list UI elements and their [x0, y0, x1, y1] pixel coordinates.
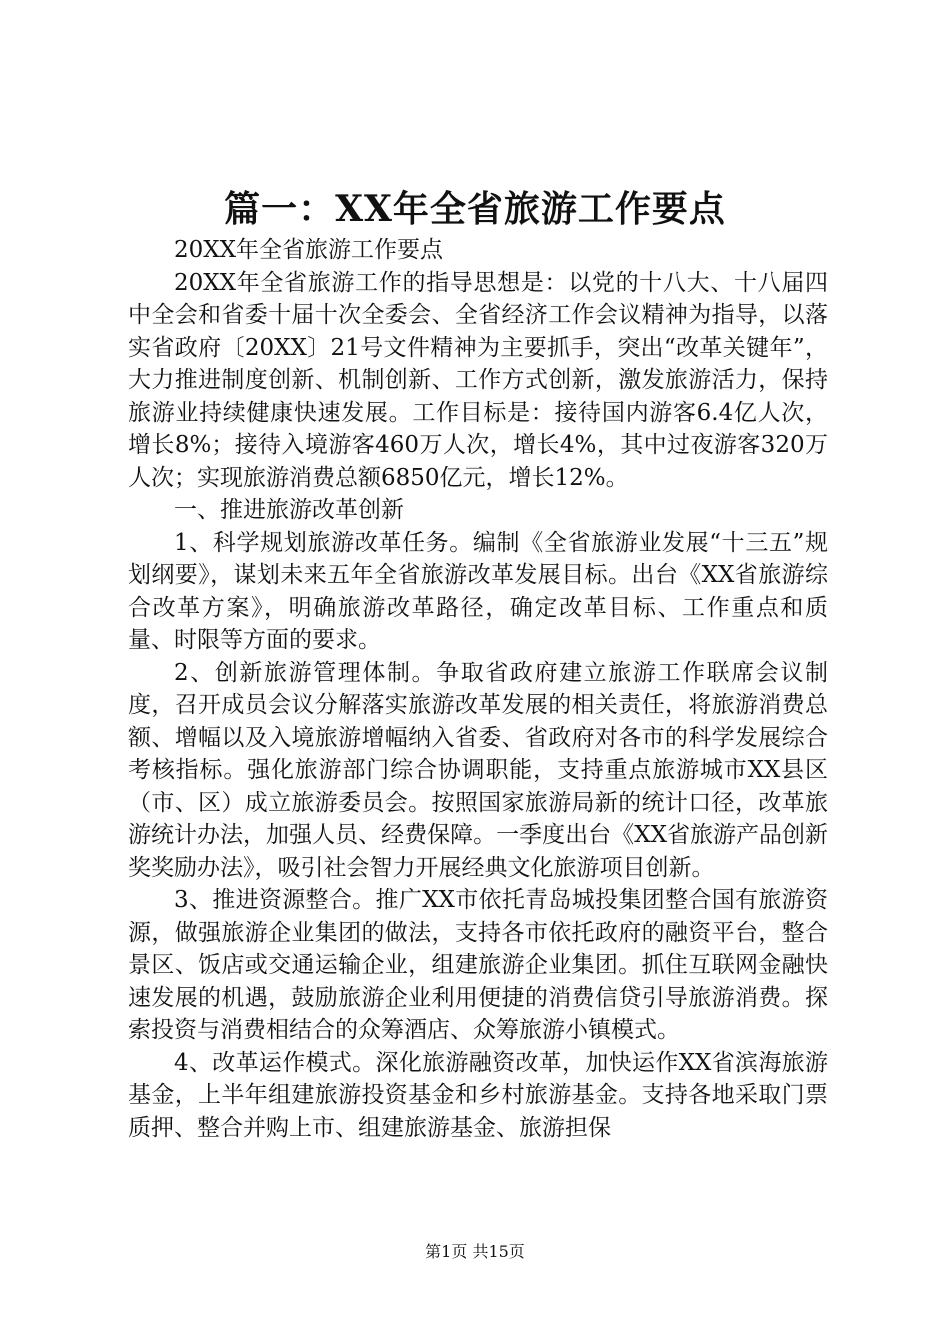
page-footer: 第1页 共15页	[425, 1242, 525, 1261]
paragraph-item-2: 2、创新旅游管理体制。争取省政府建立旅游工作联席会议制度，召开成员会议分解落实旅游改革发展的相关责任，将旅游消费总额、增幅以及入境旅游增幅纳入省委、省政府对各市的科学发展综合考核指标。强化旅游部门综合协调职能，支持重点旅游城市XX县区（市、区）成立旅游委员会。按照国家旅游局新的统计口径，改革旅游统计办法，加强人员、经费保障。一季度出台《XX省旅游产品创新奖奖励办法》，吸引社会智力开展经典文化旅游项目创新。	[128, 659, 828, 881]
paragraph-item-3: 3、推进资源整合。推广XX市依托青岛城投集团整合国有旅游资源，做强旅游企业集团的做法，支持各市依托政府的融资平台，整合景区、饭店或交通运输企业，组建旅游企业集团。抓住互联网金融快速发展的机遇，鼓励旅游企业利用便捷的消费信贷引导旅游消费。探索投资与消费相结合的众筹酒店、众筹旅游小镇模式。	[128, 887, 828, 1043]
document-body	[128, 234, 828, 1144]
paragraph-item-4: 4、改革运作模式。深化旅游融资改革，加快运作XX省滨海旅游基金，上半年组建旅游投资基金和乡村旅游基金。支持各地采取门票质押、整合并购上市、组建旅游基金、旅游担保	[128, 1049, 828, 1141]
paragraph-guiding-thought: 20XX年全省旅游工作的指导思想是：以党的十八大、十八届四中全会和省委十届十次全委会、全省经济工作会议精神为指导，以落实省政府〔20XX〕21号文件精神为主要抓手，突出“改革关键年”，大力推进制度创新、机制创新、工作方式创新，激发旅游活力，保持旅游业持续健康快速发展。工作目标是：接待国内游客6.4亿人次，增长8%；接待入境游客460万人次，增长4%，其中过夜游客320万人次；实现旅游消费总额6850亿元，增长12%。	[128, 269, 828, 491]
section-heading-reform: 一、推进旅游改革创新	[174, 497, 404, 523]
document-title: 篇一：XX年全省旅游工作要点	[224, 188, 726, 230]
paragraph-subtitle: 20XX年全省旅游工作要点	[174, 237, 444, 263]
paragraph-item-1: 1、科学规划旅游改革任务。编制《全省旅游业发展“十三五”规划纲要》，谋划未来五年全省旅游改革发展目标。出台《XX省旅游综合改革方案》，明确旅游改革路径，确定改革目标、工作重点和质量、时限等方面的要求。	[128, 529, 828, 653]
